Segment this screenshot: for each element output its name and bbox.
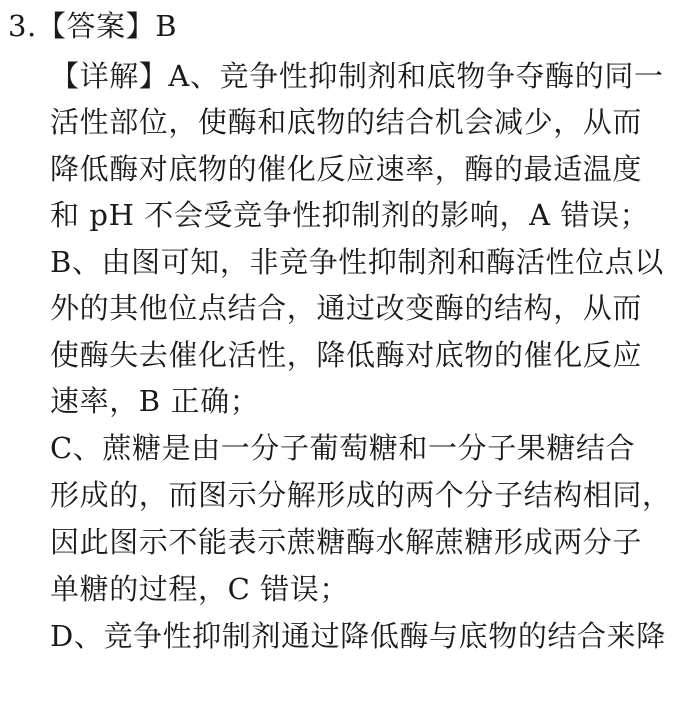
explanation-line: 降低酶对底物的催化反应速率，酶的最适温度 [50,152,643,186]
answer-heading: 3.【答案】B [8,9,178,43]
explanation-line: 外的其他位点结合，通过改变酶的结构，从而 [50,291,643,325]
explanation-line: 使酶失去催化活性，降低酶对底物的催化反应 [50,338,643,372]
explanation-line: 和 pH 不会受竞争性抑制剂的影响，A 错误； [50,198,650,232]
explanation-line: B、由图可知，非竞争性抑制剂和酶活性位点以 [50,245,664,279]
explanation-line: 单糖的过程，C 错误； [50,572,350,606]
explanation-line: D、竞争性抑制剂通过降低酶与底物的结合来降 [50,619,666,653]
explanation-line: C、蔗糖是由一分子葡萄糖和一分子果糖结合 [50,431,636,465]
explanation-line: 因此图示不能表示蔗糖酶水解蔗糖形成两分子 [50,525,643,559]
explanation-line: 形成的，而图示分解形成的两个分子结构相同， [50,478,672,512]
explanation-line: 速率，B 正确； [50,384,260,418]
explanation-line: 活性部位，使酶和底物的结合机会减少，从而 [50,105,643,139]
explanation-line: 【详解】A、竞争性抑制剂和底物争夺酶的同一 [50,59,664,93]
